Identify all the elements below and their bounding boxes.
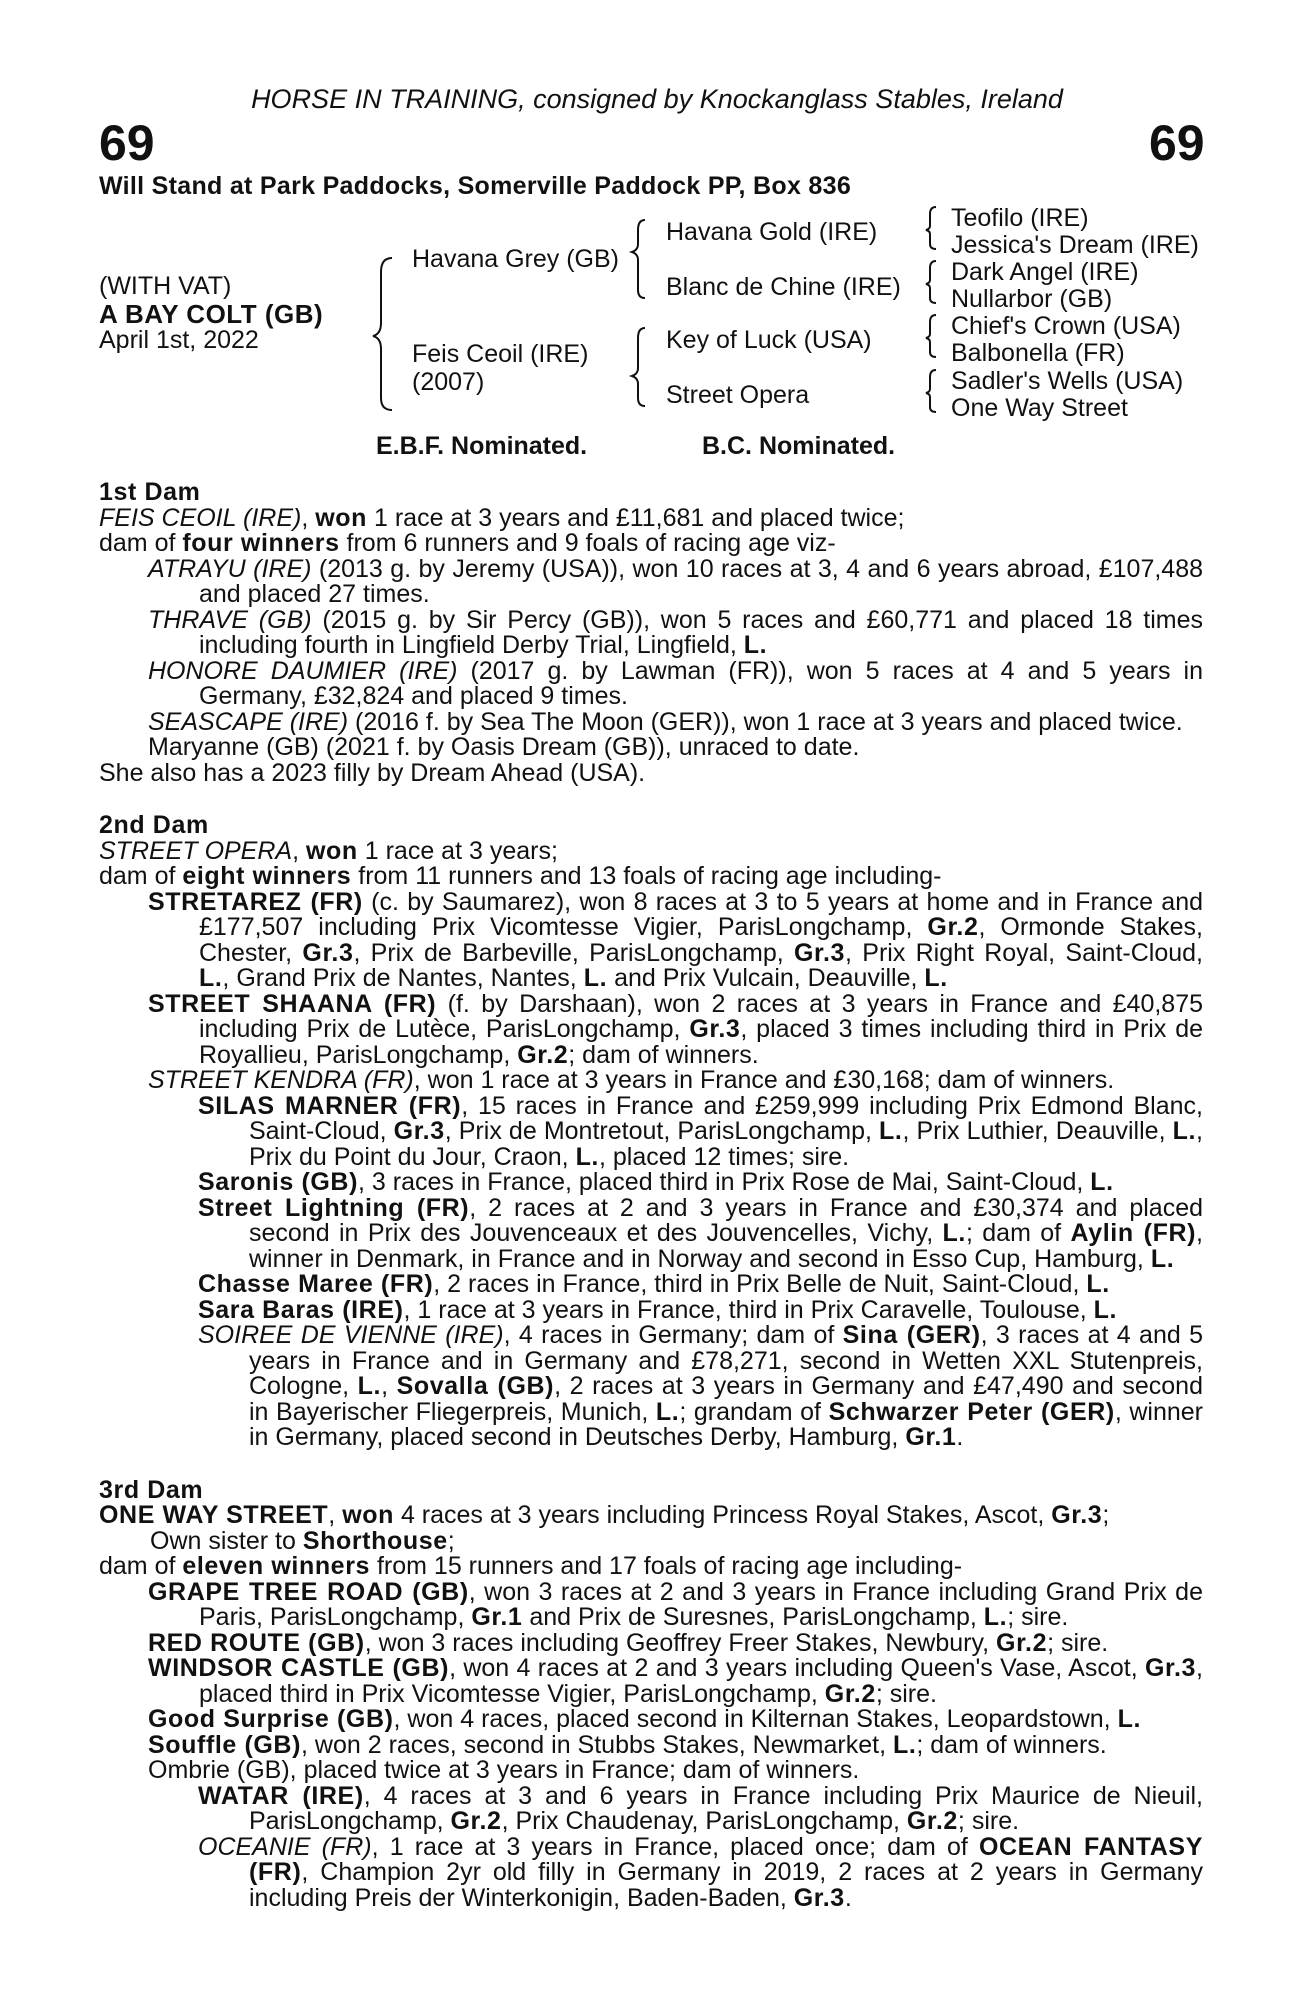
bc-nomination: B.C. Nominated. xyxy=(702,432,896,460)
gen3-5: Chief's Crown (USA) xyxy=(951,312,1181,340)
first-dam-produce-3: HONORE DAUMIER (IRE) (2017 g. by Lawman (FR)), won 5 races at 4 and 5 years in Germany, £32,824 and placed 9 times. xyxy=(148,656,1203,710)
second-dam-line: STREET OPERA, won 1 race at 3 years; xyxy=(99,836,558,865)
brace-main xyxy=(373,258,392,410)
ebf-nomination: E.B.F. Nominated. xyxy=(376,432,588,460)
dam: Feis Ceoil (IRE) xyxy=(412,340,589,368)
third-dam-produce-summary: dam of eleven winners from 15 runners and 17 foals of racing age including- xyxy=(99,1552,963,1580)
second-dam-heading: 2nd Dam xyxy=(99,811,209,839)
third-dam-line: ONE WAY STREET, won 4 races at 3 years including Princess Royal Stakes, Ascot, Gr.3; xyxy=(99,1501,1110,1529)
brace-sire xyxy=(632,220,645,298)
second-dam-grandproduce-1: SILAS MARNER (FR), 15 races in France and £259,999 including Prix Edmond Blanc, Saint-Cloud, Gr.3, Prix de Montretout, ParisLongchamp, L., Prix Luthier, Deauville, L., Prix du Point du Jour, Craon, L., placed 12 times; sire. xyxy=(198,1091,1203,1171)
second-dam-produce-summary: dam of eight winners from 11 runners and 13 foals of racing age including- xyxy=(99,862,942,890)
first-dam-produce-2: THRAVE (GB) (2015 g. by Sir Percy (GB)), won 5 races and £60,771 and placed 18 times including fourth in Lingfield Derby Trial, Lingfield, L. xyxy=(148,605,1203,659)
second-dam-produce-1: STRETAREZ (FR) (c. by Saumarez), won 8 races at 3 to 5 years at home and in France and £177,507 including Prix Vicomtesse Vigier, ParisLongchamp, Gr.2, Ormonde Stakes, Chester, Gr.3, Prix de Barbeville, ParisLongchamp, Gr.3, Prix Right Royal, Saint-Cloud, L., Grand Prix de Nantes, Nantes, L. and Prix Vulcain, Deauville, L. xyxy=(148,887,1204,992)
gen3-1: Teofilo (IRE) xyxy=(951,204,1089,232)
second-dam-grandproduce-5: Sara Baras (IRE), 1 race at 3 years in France, third in Prix Caravelle, Toulouse, L. xyxy=(198,1295,1118,1324)
gen3-4: Nullarbor (GB) xyxy=(951,285,1113,313)
brace-g2 xyxy=(926,261,936,303)
dam-year: (2007) xyxy=(412,368,485,396)
third-dam-produce-5: Souffle (GB), won 2 races, second in Stubbs Stakes, Newmarket, L.; dam of winners. xyxy=(148,1730,1107,1759)
dam-sire: Key of Luck (USA) xyxy=(666,326,872,354)
third-dam-sister-note: Own sister to Shorthouse; xyxy=(150,1526,455,1555)
third-dam-grandproduce-2: OCEANIE (FR), 1 race at 3 years in France, placed once; dam of OCEAN FANTASY (FR), Champion 2yr old filly in Germany in 2019, 2 races at 2 years in Germany including Preis der Winterkonigin, Baden-Baden, Gr.3. xyxy=(198,1832,1203,1912)
third-dam-produce-6: Ombrie (GB), placed twice at 3 years in France; dam of winners. xyxy=(148,1756,860,1784)
vat-note: (WITH VAT) xyxy=(99,272,232,300)
third-dam-produce-1: GRAPE TREE ROAD (GB), won 3 races at 2 and 3 years in France including Grand Prix de Paris, ParisLongchamp, Gr.1 and Prix de Suresnes, ParisLongchamp, L.; sire. xyxy=(148,1577,1203,1631)
lot-number-left: 69 xyxy=(99,115,155,171)
sire: Havana Grey (GB) xyxy=(412,245,620,273)
second-dam-grandproduce-2: Saronis (GB), 3 races in France, placed third in Prix Rose de Mai, Saint-Cloud, L. xyxy=(198,1168,1114,1196)
consignment-line: HORSE IN TRAINING, consigned by Knockanglass Stables, Ireland xyxy=(251,84,1063,114)
third-dam-grandproduce-1: WATAR (IRE), 4 races at 3 and 6 years in France including Prix Maurice de Nieuil, ParisLongchamp, Gr.2, Prix Chaudenay, ParisLongchamp, Gr.2; sire. xyxy=(198,1781,1204,1835)
first-dam-produce-5: Maryanne (GB) (2021 f. by Oasis Dream (GB)), unraced to date. xyxy=(148,733,860,761)
lot-number-right: 69 xyxy=(1149,115,1205,171)
gen3-3: Dark Angel (IRE) xyxy=(951,258,1139,286)
stand-location: Will Stand at Park Paddocks, Somerville Paddock PP, Box 836 xyxy=(99,172,852,200)
second-dam-grandproduce-4: Chasse Maree (FR), 2 races in France, third in Prix Belle de Nuit, Saint-Cloud, L. xyxy=(198,1270,1110,1298)
gen3-8: One Way Street xyxy=(951,394,1128,422)
first-dam-produce-4: SEASCAPE (IRE) (2016 f. by Sea The Moon (GER)), won 1 race at 3 years and placed twice. xyxy=(148,707,1183,736)
foaling-date: April 1st, 2022 xyxy=(99,326,259,354)
third-dam-produce-4: Good Surprise (GB), won 4 races, placed second in Kilternan Stakes, Leopardstown, L. xyxy=(148,1705,1141,1733)
first-dam-produce-6: She also has a 2023 filly by Dream Ahead (USA). xyxy=(99,758,646,787)
second-dam-produce-3: STREET KENDRA (FR), won 1 race at 3 years in France and £30,168; dam of winners. xyxy=(148,1066,1115,1094)
second-dam-produce-2: STREET SHAANA (FR) (f. by Darshaan), won 2 races at 3 years in France and £40,875 including Prix de Lutèce, ParisLongchamp, Gr.3, placed 3 times including third in Prix de Royallieu, ParisLongchamp, Gr.2; dam of winners. xyxy=(148,989,1204,1069)
sire-sire: Havana Gold (IRE) xyxy=(666,218,878,246)
catalogue-body xyxy=(99,480,1203,1911)
third-dam-produce-2: RED ROUTE (GB), won 3 races including Geoffrey Freer Stakes, Newbury, Gr.2; sire. xyxy=(148,1628,1109,1657)
first-dam-produce-1: ATRAYU (IRE) (2013 g. by Jeremy (USA)), won 10 races at 3, 4 and 6 years abroad, £107,488 and placed 27 times. xyxy=(148,554,1203,608)
second-dam-grandproduce-6: SOIREE DE VIENNE (IRE), 4 races in Germany; dam of Sina (GER), 3 races at 4 and 5 years in France and in Germany and £78,271, second in Wetten XXL Stutenpreis, Cologne, L., Sovalla (GB), 2 races at 3 years in Germany and £47,490 and second in Bayerischer Fliegerpreis, Munich, L.; grandam of Schwarzer Peter (GER), winner in Germany, placed second in Deutsches Derby, Hamburg, Gr.1. xyxy=(198,1321,1203,1451)
sire-dam: Blanc de Chine (IRE) xyxy=(666,273,901,301)
brace-g1 xyxy=(926,207,936,249)
first-dam-heading: 1st Dam xyxy=(99,478,201,506)
first-dam-produce-summary: dam of four winners from 6 runners and 9 foals of racing age viz- xyxy=(99,529,836,557)
horse-name: A BAY COLT (GB) xyxy=(99,299,324,329)
third-dam-produce-3: WINDSOR CASTLE (GB), won 4 races at 2 and 3 years including Queen's Vase, Ascot, Gr.3, placed third in Prix Vicomtesse Vigier, ParisLongchamp, Gr.2; sire. xyxy=(148,1654,1203,1708)
gen3-2: Jessica's Dream (IRE) xyxy=(951,231,1199,259)
gen3-6: Balbonella (FR) xyxy=(951,339,1125,367)
dam-dam: Street Opera xyxy=(666,381,810,409)
second-dam-grandproduce-3: Street Lightning (FR), 2 races at 2 and 3 years in France and £30,374 and placed second in Prix des Jouvenceaux et des Jouvencelles, Vichy, L.; dam of Aylin (FR), winner in Denmark, in France and in Norway and second in Esso Cup, Hamburg, L. xyxy=(198,1193,1203,1273)
third-dam-heading: 3rd Dam xyxy=(99,1475,204,1504)
brace-g4 xyxy=(926,370,936,412)
brace-g3 xyxy=(926,315,936,357)
gen3-7: Sadler's Wells (USA) xyxy=(951,367,1184,395)
brace-dam xyxy=(632,328,645,406)
pedigree-braces xyxy=(0,0,1314,440)
first-dam-line: FEIS CEOIL (IRE), won 1 race at 3 years and £11,681 and placed twice; xyxy=(99,503,905,532)
